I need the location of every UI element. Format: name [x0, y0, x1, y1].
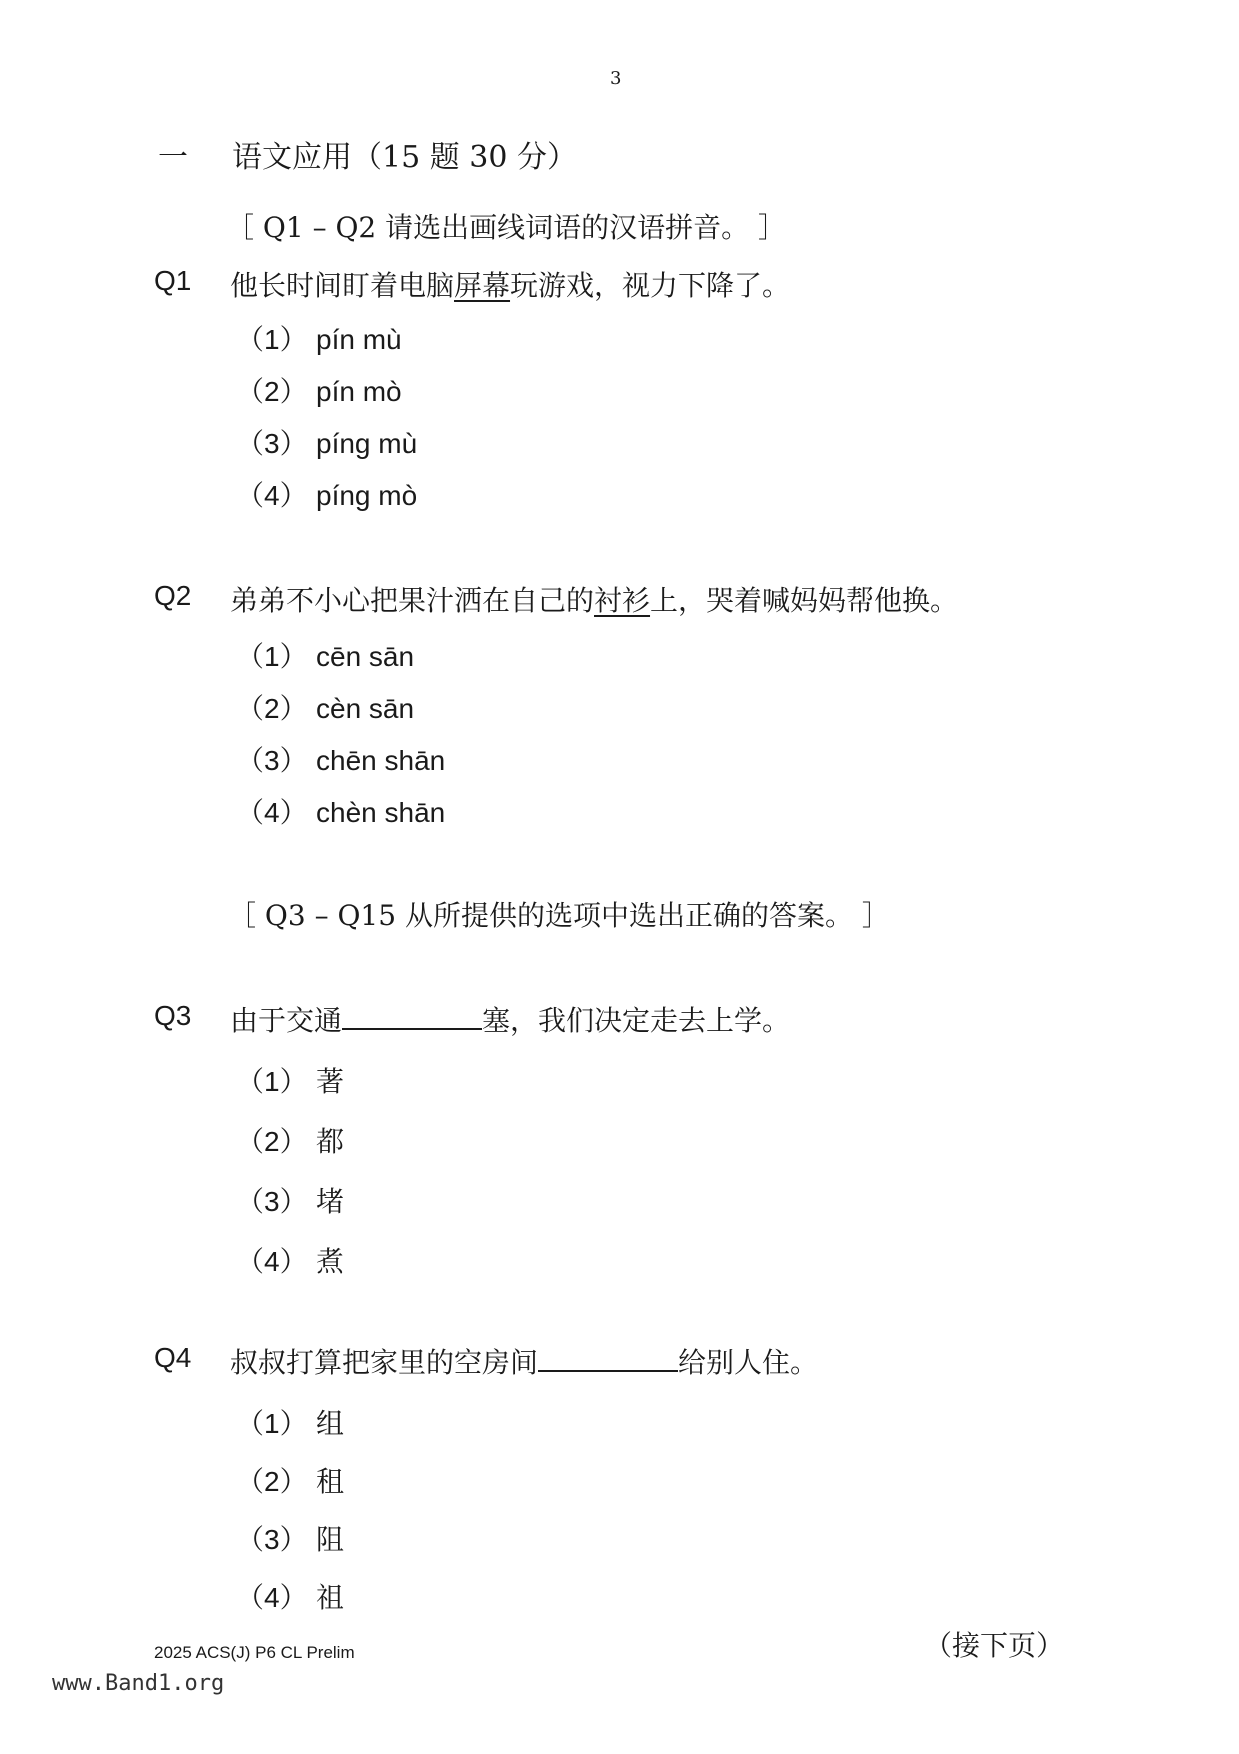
question-label: Q1 — [154, 265, 192, 296]
paper-code: 2025 ACS(J) P6 CL Prelim — [154, 1643, 355, 1662]
option[interactable]: （1） cēn sān — [236, 641, 415, 672]
question-label: Q2 — [154, 580, 192, 611]
page-number: 3 — [610, 68, 622, 89]
option[interactable]: （3） chēn shān — [236, 745, 446, 776]
section-title: 语文应用（15 题 30 分） — [232, 140, 577, 175]
question-text: 由于交通 塞，我们决定走去上学。 — [230, 1004, 791, 1037]
option[interactable]: （1） pín mù — [236, 324, 402, 355]
question-text: 叔叔打算把家里的空房间 给别人住。 — [230, 1346, 819, 1379]
watermark: www.Band1.org — [52, 1671, 225, 1696]
option[interactable]: （4） 煮 — [236, 1245, 345, 1278]
option[interactable]: （2） cèn sān — [236, 693, 415, 724]
question-label: Q4 — [154, 1342, 192, 1373]
answer-blank — [342, 1004, 482, 1030]
option[interactable]: （4） chèn shān — [236, 797, 446, 828]
question-label: Q3 — [154, 1000, 192, 1031]
underlined-word: 衬衫 — [594, 584, 651, 617]
option[interactable]: （3） 堵 — [236, 1185, 345, 1218]
option[interactable]: （3） 阻 — [236, 1523, 345, 1556]
option[interactable]: （2） 租 — [236, 1465, 345, 1498]
option[interactable]: （1） 著 — [236, 1065, 345, 1098]
question-text: 他长时间盯着电脑屏幕玩游戏，视力下降了。 — [230, 269, 791, 302]
underlined-word: 屏幕 — [454, 269, 511, 302]
option[interactable]: （3） píng mù — [236, 428, 418, 459]
instruction-q1-q2: ［ Q1 – Q2 请选出画线词语的汉语拼音。 ］ — [226, 211, 787, 244]
section-number: 一 — [158, 140, 188, 175]
option[interactable]: （2） pín mò — [236, 376, 402, 407]
option[interactable]: （4） píng mò — [236, 480, 418, 511]
continue-next-page: （接下页） — [924, 1629, 1065, 1662]
instruction-q3-q15: ［ Q3 – Q15 从所提供的选项中选出正确的答案。 ］ — [228, 899, 890, 932]
option[interactable]: （4） 祖 — [236, 1581, 345, 1614]
answer-blank — [538, 1346, 678, 1372]
option[interactable]: （2） 都 — [236, 1125, 345, 1158]
question-text: 弟弟不小心把果汁洒在自己的衬衫上，哭着喊妈妈帮他换。 — [230, 584, 959, 617]
option[interactable]: （1） 组 — [236, 1407, 345, 1440]
